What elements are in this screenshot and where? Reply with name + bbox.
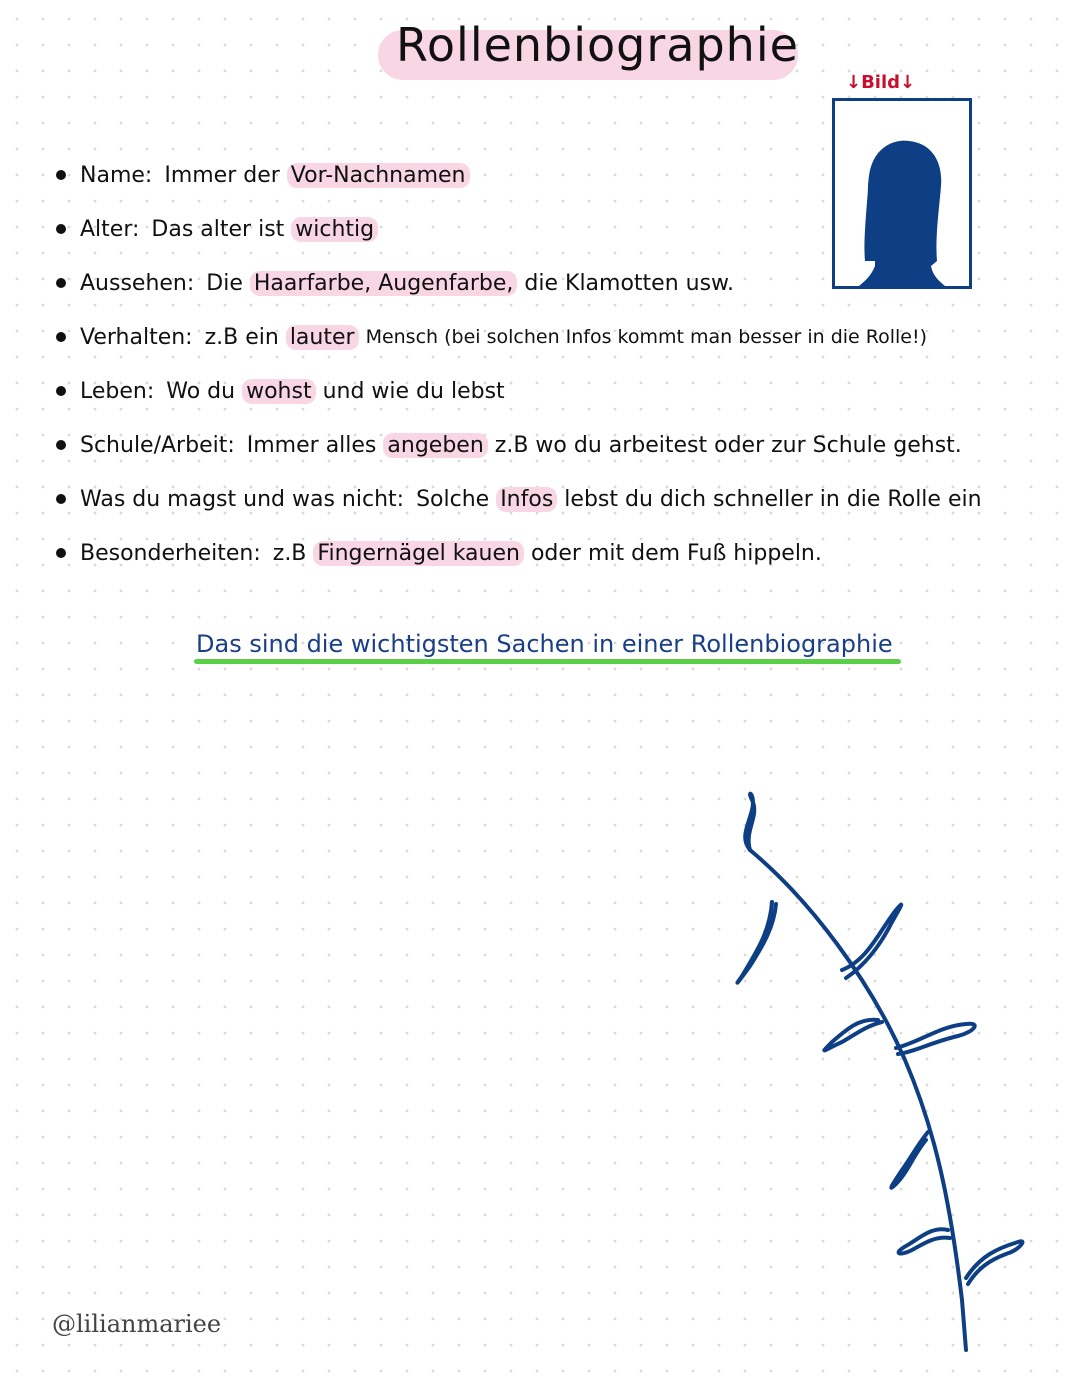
list-item: Aussehen: Die Haarfarbe, Augenfarbe, die Klamotten usw. <box>56 256 1066 310</box>
leaf-vine-decoration <box>700 780 1030 1380</box>
bullet-icon <box>56 386 66 396</box>
character-attribute-list <box>56 148 1066 580</box>
bullet-icon <box>56 224 66 234</box>
bullet-icon <box>56 278 66 288</box>
bullet-icon <box>56 440 66 450</box>
list-item: Name: Immer der Vor-Nachnamen <box>56 148 1066 202</box>
list-item: Besonderheiten: z.B Fingernägel kauen oder mit dem Fuß hippeln. <box>56 526 1066 580</box>
bullet-icon <box>56 332 66 342</box>
summary-underline <box>194 659 901 664</box>
picture-label: ↓Bild↓ <box>846 72 916 93</box>
list-item: Alter: Das alter ist wichtig <box>56 202 1066 256</box>
page-title <box>378 10 799 80</box>
list-item: Was du magst und was nicht: Solche Infos lebst du dich schneller in die Rolle ein <box>56 472 1066 526</box>
bullet-icon <box>56 170 66 180</box>
author-credit: @lilianmariee <box>52 1310 222 1338</box>
title-text: Rollenbiographie <box>396 18 799 72</box>
list-item: Verhalten: z.B ein lauter Mensch (bei solchen Infos kommt man besser in die Rolle!) <box>56 310 1066 364</box>
list-item: Schule/Arbeit: Immer alles angeben z.B wo du arbeitest oder zur Schule gehst. <box>56 418 1066 472</box>
bullet-icon <box>56 548 66 558</box>
list-item: Leben: Wo du wohst und wie du lebst <box>56 364 1066 418</box>
summary-text: Das sind die wichtigsten Sachen in einer Rollenbiographie <box>196 630 893 658</box>
bullet-icon <box>56 494 66 504</box>
